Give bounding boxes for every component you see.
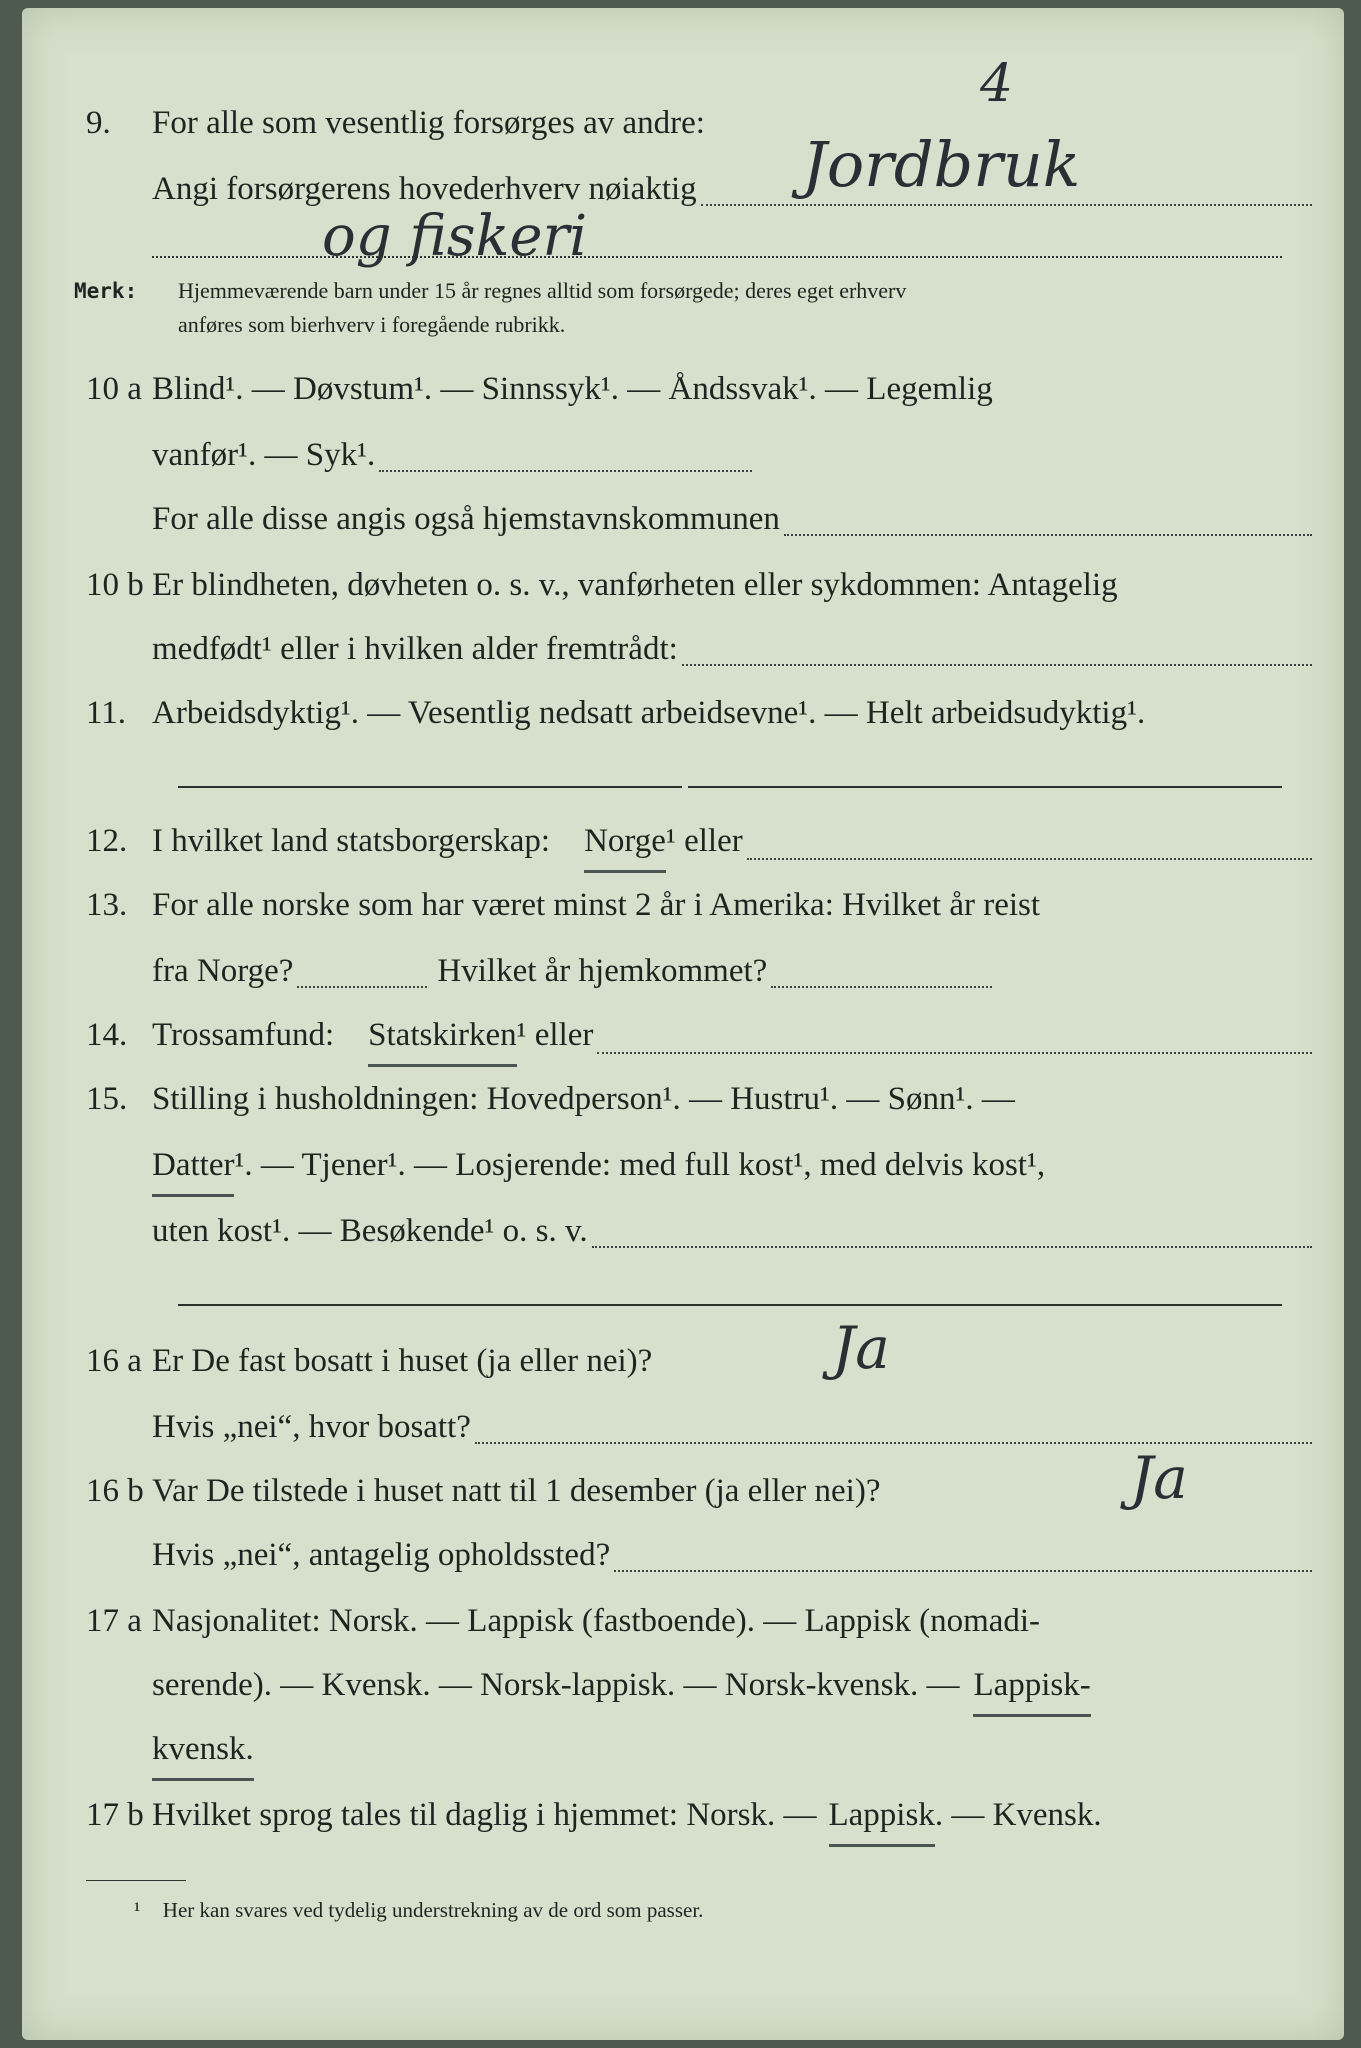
q9-handwritten-mark: 4 bbox=[980, 54, 1014, 114]
q10a-number: 10 a bbox=[86, 371, 142, 407]
q10a-hometown-line[interactable] bbox=[784, 526, 1312, 536]
q14-text-post: ¹ eller bbox=[516, 1017, 594, 1053]
q10b-line1 bbox=[22, 556, 1322, 614]
q14-text: Trossamfund: bbox=[152, 1017, 335, 1053]
q17a-line2 bbox=[22, 1656, 1322, 1714]
q16b-line1 bbox=[22, 1462, 1322, 1520]
q13-text-a: fra Norge? bbox=[152, 953, 294, 989]
q17a-text-1: Nasjonalitet: Norsk. — Lappisk (fastboende). — Lappisk (nomadi- bbox=[152, 1603, 1041, 1639]
q10a-line2 bbox=[22, 426, 1322, 484]
q9-number: 9. bbox=[86, 105, 111, 141]
q12-underlined-answer: Norge bbox=[584, 812, 666, 873]
q9-text-2: Angi forsørgerens hovederhverv nøiaktig bbox=[152, 171, 697, 207]
footnote-text: Her kan svares ved tydelig understrekning av de ord som passer. bbox=[162, 1898, 704, 1922]
q16a-handwritten-answer: Ja bbox=[832, 1314, 890, 1382]
q10a-answer-line[interactable] bbox=[379, 462, 752, 472]
form-content bbox=[22, 8, 1344, 2040]
q12-line bbox=[22, 812, 1322, 870]
merk-text-1: Hjemmeværende barn under 15 år regnes alltid som forsørgede; deres eget erhverv bbox=[178, 278, 907, 303]
q9-handwritten-answer-1: Jordbruk bbox=[802, 128, 1081, 201]
footnote-divider bbox=[86, 1880, 186, 1881]
q13-answer-line-b[interactable] bbox=[771, 978, 992, 988]
q10b-text-2: medfødt¹ eller i hvilken alder fremtrådt: bbox=[152, 631, 678, 667]
q14-number: 14. bbox=[86, 1017, 128, 1053]
footnote-mark: ¹ bbox=[134, 1898, 141, 1922]
q9-line2 bbox=[22, 160, 1322, 218]
footnote bbox=[134, 1898, 703, 1923]
q14-answer-line[interactable] bbox=[597, 1044, 1312, 1054]
q17a-text-2: serende). — Kvensk. — Norsk-lappisk. — Norsk-kvensk. — bbox=[152, 1667, 960, 1703]
q12-answer-line[interactable] bbox=[747, 850, 1312, 860]
q14-underlined-answer: Statskirken bbox=[368, 1006, 516, 1067]
q13-line2 bbox=[22, 942, 1322, 1000]
q16b-text-2: Hvis „nei“, antagelig opholdssted? bbox=[152, 1537, 611, 1573]
q15-line1 bbox=[22, 1070, 1322, 1128]
q17a-underlined-answer-1: Lappisk- bbox=[973, 1656, 1090, 1717]
merk-text-2: anføres som bierhverv i foregående rubrikk. bbox=[178, 312, 566, 337]
q12-text-post: ¹ eller bbox=[665, 823, 743, 859]
q16b-answer-line[interactable] bbox=[614, 1562, 1312, 1572]
q17b-line bbox=[22, 1786, 1322, 1844]
q15-rule bbox=[178, 1304, 1282, 1306]
q9-handwritten-answer-2: og fiskeri bbox=[322, 204, 588, 269]
q11-line1 bbox=[22, 684, 1322, 742]
q15-line3 bbox=[22, 1202, 1322, 1260]
q13-text-1: For alle norske som har været minst 2 år i Amerika: Hvilket år reist bbox=[152, 887, 1041, 923]
q17b-number: 17 b bbox=[86, 1797, 144, 1833]
q11-rule-right bbox=[688, 786, 1282, 788]
q13-line1 bbox=[22, 876, 1322, 934]
q17b-text: Hvilket sprog tales til daglig i hjemmet: Norsk. — bbox=[152, 1797, 817, 1833]
q16b-text-1: Var De tilstede i huset natt til 1 desember (ja eller nei)? bbox=[152, 1473, 881, 1509]
merk-line2 bbox=[22, 308, 1322, 366]
q10a-line3 bbox=[22, 490, 1322, 548]
q17b-text-post: . — Kvensk. bbox=[934, 1797, 1102, 1833]
q15-line2 bbox=[22, 1136, 1322, 1194]
q15-answer-line[interactable] bbox=[592, 1238, 1312, 1248]
q16a-text-1: Er De fast bosatt i huset (ja eller nei)? bbox=[152, 1343, 653, 1379]
q9-text-1: For alle som vesentlig forsørges av andre: bbox=[152, 105, 705, 141]
q13-answer-line-a[interactable] bbox=[297, 978, 427, 988]
q16a-answer-line[interactable] bbox=[475, 1434, 1312, 1444]
census-form-page bbox=[22, 8, 1344, 2040]
q17a-underlined-answer-2: kvensk. bbox=[152, 1720, 254, 1781]
q15-number: 15. bbox=[86, 1081, 128, 1117]
q16b-handwritten-answer: Ja bbox=[1130, 1444, 1188, 1512]
q11-number: 11. bbox=[86, 695, 127, 731]
q13-number: 13. bbox=[86, 887, 128, 923]
q16b-number: 16 b bbox=[86, 1473, 144, 1509]
merk-label: Merk: bbox=[74, 279, 138, 303]
q17a-number: 17 a bbox=[86, 1603, 142, 1639]
q15-text-1: Stilling i husholdningen: Hovedperson¹. — Hustru¹. — Sønn¹. — bbox=[152, 1081, 1015, 1117]
q10a-text-3: For alle disse angis også hjemstavnskommunen bbox=[152, 501, 780, 537]
q17a-line3 bbox=[22, 1720, 1322, 1778]
q10a-text-2: vanfør¹. — Syk¹. bbox=[152, 437, 376, 473]
q11-text-1: Arbeidsdyktig¹. — Vesentlig nedsatt arbeidsevne¹. — Helt arbeidsudyktig¹. bbox=[152, 695, 1146, 731]
q16b-line2 bbox=[22, 1526, 1322, 1584]
q9-line1 bbox=[22, 94, 1322, 152]
q10a-line1 bbox=[22, 360, 1322, 418]
q10b-answer-line[interactable] bbox=[682, 656, 1312, 666]
q12-number: 12. bbox=[86, 823, 128, 859]
q16a-line2 bbox=[22, 1398, 1322, 1456]
q16a-text-2: Hvis „nei“, hvor bosatt? bbox=[152, 1409, 471, 1445]
q17b-underlined-answer: Lappisk bbox=[829, 1786, 935, 1847]
q17a-line1 bbox=[22, 1592, 1322, 1650]
q15-underlined-answer: Datter bbox=[152, 1136, 234, 1197]
q12-text: I hvilket land statsborgerskap: bbox=[152, 823, 551, 859]
q10b-text-1: Er blindheten, døvheten o. s. v., vanførheten eller sykdommen: Antagelig bbox=[152, 567, 1118, 603]
q16a-number: 16 a bbox=[86, 1343, 142, 1379]
q16a-line1 bbox=[22, 1332, 1322, 1390]
q15-text-3: uten kost¹. — Besøkende¹ o. s. v. bbox=[152, 1213, 588, 1249]
q14-line bbox=[22, 1006, 1322, 1064]
q13-text-b: Hvilket år hjemkommet? bbox=[437, 953, 768, 989]
q10b-line2 bbox=[22, 620, 1322, 678]
q15-text-2: ¹. — Tjener¹. — Losjerende: med full kost¹, med delvis kost¹, bbox=[234, 1147, 1046, 1183]
q10a-text-1: Blind¹. — Døvstum¹. — Sinnssyk¹. — Åndssvak¹. — Legemlig bbox=[152, 371, 993, 407]
q10b-number: 10 b bbox=[86, 567, 144, 603]
q11-rule-left bbox=[178, 786, 682, 788]
